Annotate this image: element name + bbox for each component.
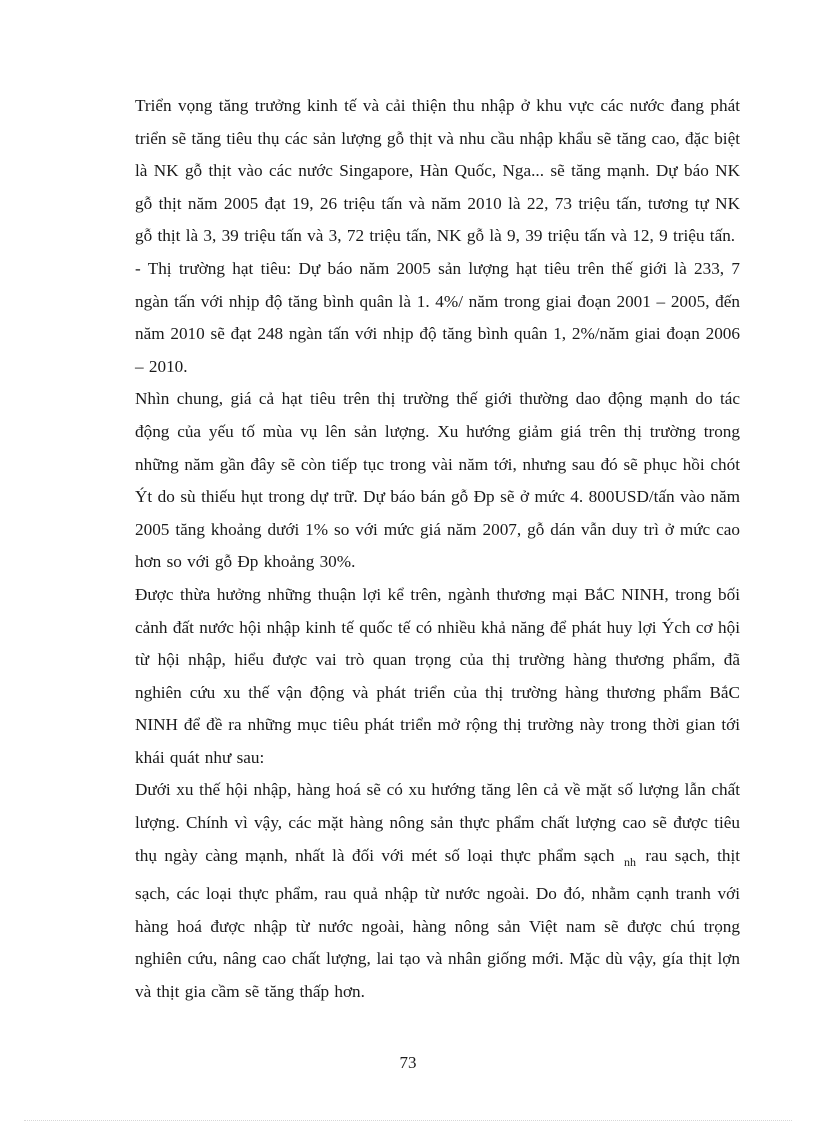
paragraph-text-after: rau sạch, thịt sạch, các loại thực phẩm, rau quả nhập từ nước ngoài. Do đó, nhằm cạnh tranh với hàng hoá được nhập từ nước ngoài, hàng nông sản Việt nam sẽ được chú trọng nghiên cứu, nâng cao chất lượng, lai tạo và nhân giống mới. Mặc dù vậy, gía thịt lợn và thịt gia cầm sẽ tăng thấp hơn. <box>135 845 740 1002</box>
paragraph-integration-trend <box>135 774 740 1008</box>
subscript-fragment: nh <box>623 854 636 869</box>
paragraph-pepper-market: - Thị trường hạt tiêu: Dự báo năm 2005 sản lượng hạt tiêu trên thế giới là 233, 7 ngàn tấn với nhịp độ tăng bình quân là 1. 4%/ năm trong giai đoạn 2001 – 2005, đến năm 2010 sẽ đạt 248 ngàn tấn với nhịp độ tăng bình quân 1, 2%/năm giai đoạn 2006 – 2010. <box>135 258 740 376</box>
paragraph-bac-ninh-trade: Được thừa hưởng những thuận lợi kể trên, ngành thương mại BắC NINH, trong bối cảnh đất nước hội nhập kinh tế quốc tế có nhiều khả năng để phát huy lợi Ých cơ hội từ hội nhập, hiểu được vai trò quan trọng của thị trường hàng thương phẩm, đã nghiên cứu xu thế vận động và phát triển của thị trường hàng thương phẩm BắC NINH để đề ra những mục tiêu phát triển mở rộng thị trường này trong thời gian tới khái quát như sau: <box>135 584 740 767</box>
paragraph-text-before: Dưới xu thế hội nhập, hàng hoá sẽ có xu hướng tăng lên cả về mặt số lượng lẫn chất lượng. Chính vì vậy, các mặt hàng nông sản thực phẩm chất lượng cao sẽ được tiêu thụ ngày càng mạnh, nhất là đối với mét số loại thực phẩm sạch <box>135 780 740 865</box>
paragraph-pepper-price: Nhìn chung, giá cả hạt tiêu trên thị trường thế giới thường dao động mạnh do tác động của yếu tố mùa vụ lên sản lượng. Xu hướng giảm giá trên thị trường trong những năm gần đây sẽ còn tiếp tục trong vài năm tới, nhưng sau đó sẽ phục hồi chót Ýt do sù thiếu hụt trong dự trữ. Dự báo bán gỗ Đp sẽ ở mức 4. 800USD/tấn vào năm 2005 tăng khoảng dưới 1% so với mức giá năm 2007, gỗ dán vẫn duy trì ở mức cao hơn so với gỗ Đp khoảng 30%. <box>135 389 740 572</box>
page-number: 73 <box>399 1053 417 1072</box>
paragraph-wood-import-forecast: Triển vọng tăng trưởng kinh tế và cải thiện thu nhập ở khu vực các nước đang phát triển sẽ tăng tiêu thụ các sản lượng gỗ thịt và nhu cầu nhập khẩu sẽ tăng cao, đặc biệt là NK gỗ thịt vào các nước Singapore, Hàn Quốc, Nga... sẽ tăng mạnh. Dự báo NK gỗ thịt năm 2005 đạt 19, 26 triệu tấn và năm 2010 là 22, 73 triệu tấn, tương tự NK gỗ thịt là 3, 39 triệu tấn và 3, 72 triệu tấn, NK gỗ là 9, 39 triệu tấn và 12, 9 triệu tấn. <box>135 96 740 246</box>
page-bottom-divider <box>24 1120 792 1121</box>
document-body <box>135 90 740 1009</box>
